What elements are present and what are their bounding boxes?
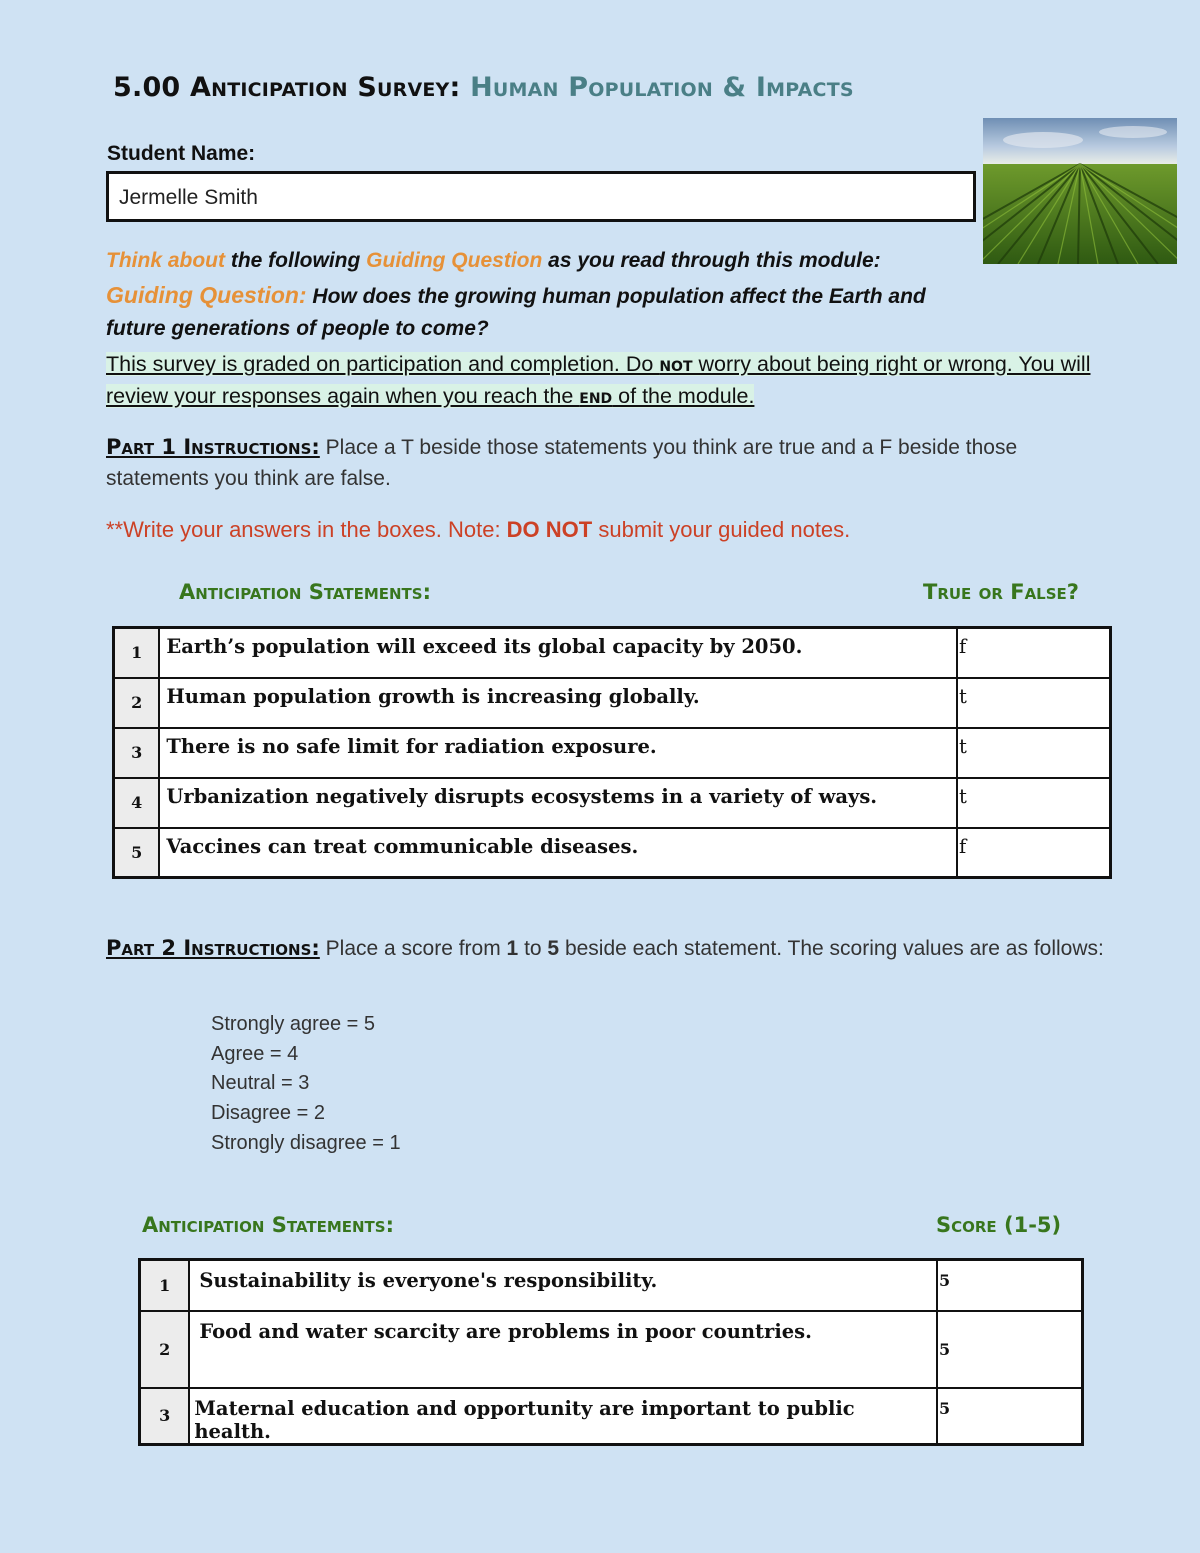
part2-statements-heading: Anticipation Statements:: [142, 1213, 394, 1237]
answer-cell[interactable]: t: [957, 728, 1110, 778]
part1-instructions: [106, 432, 1106, 494]
scale-item: Disagree = 2: [211, 1102, 325, 1125]
part1-answer-heading: True or False?: [923, 580, 1079, 604]
row-number: 1: [114, 628, 160, 678]
part1-label: Part 1 Instructions:: [106, 435, 320, 459]
table-row: [114, 778, 1111, 828]
note-part-c: submit your guided notes.: [592, 517, 851, 542]
statement-text: Human population growth is increasing globally.: [159, 678, 957, 728]
title-main: 5.00 Anticipation Survey:: [113, 72, 461, 103]
grading-note-part1: This survey is graded on participation and completion. Do: [106, 352, 660, 376]
scoring-scale: [211, 1010, 401, 1159]
answer-cell[interactable]: f: [957, 628, 1110, 678]
table-row: [114, 628, 1111, 678]
part2-max-score: 5: [547, 937, 560, 960]
note-part-a: **Write your answers in the boxes. Note:: [106, 517, 507, 542]
part2-statements-table: [138, 1258, 1084, 1446]
row-number: 2: [114, 678, 160, 728]
row-number: 3: [114, 728, 160, 778]
score-cell[interactable]: 5: [937, 1311, 1082, 1388]
part2-score-heading: Score (1-5): [936, 1213, 1062, 1237]
farm-field-photo: [983, 118, 1177, 264]
grading-note: [106, 348, 1102, 412]
scale-item: Strongly agree = 5: [211, 1013, 375, 1035]
title-topic: Human Population & Impacts: [470, 72, 854, 103]
guiding-intro-mid: the following: [225, 249, 367, 272]
part2-text-b: to: [518, 937, 548, 960]
note-do-not: DO NOT: [506, 517, 593, 542]
row-number: 4: [114, 778, 160, 828]
score-cell[interactable]: 5: [937, 1260, 1082, 1311]
guiding-question-line2: future generations of people to come?: [106, 317, 489, 340]
row-number: 1: [140, 1260, 190, 1311]
table-row: [114, 678, 1111, 728]
part1-statements-table: [112, 626, 1112, 879]
student-name-value: Jermelle Smith: [119, 186, 258, 209]
guiding-intro: [106, 249, 881, 273]
grading-note-emphasis-end: end: [579, 384, 613, 408]
guiding-question-term: Guiding Question: [366, 249, 543, 272]
part1-text: Place a T beside those statements you think are true and a F beside those statements you think are false.: [106, 436, 1018, 490]
grading-note-emphasis-not: not: [659, 352, 693, 376]
part2-text-a: Place a score from: [319, 937, 507, 960]
grading-note-part3: of the module.: [612, 384, 755, 408]
answer-cell[interactable]: f: [957, 828, 1110, 878]
grading-note-part2: worry about being right or wrong. You will review your responses again when you reach the: [106, 352, 1091, 408]
table-row: [140, 1388, 1083, 1445]
row-number: 5: [114, 828, 160, 878]
scale-item: Neutral = 3: [211, 1072, 310, 1095]
scale-item: Strongly disagree = 1: [211, 1131, 401, 1154]
answer-cell[interactable]: t: [957, 678, 1110, 728]
page-title: [113, 72, 854, 103]
statement-text: Earth’s population will exceed its global capacity by 2050.: [159, 628, 957, 678]
part2-text-c: beside each statement. The scoring values are as follows:: [559, 937, 1104, 960]
student-name-field[interactable]: [106, 171, 976, 222]
write-answers-note: [106, 517, 850, 543]
statement-text: Vaccines can treat communicable diseases.: [159, 828, 957, 878]
answer-cell[interactable]: t: [957, 778, 1110, 828]
part2-label: Part 2 Instructions:: [106, 936, 320, 960]
part2-instructions: [106, 933, 1106, 964]
statement-text: Maternal education and opportunity are important to public health.: [189, 1388, 937, 1445]
table-row: [114, 828, 1111, 878]
guiding-question-line1: [106, 282, 926, 309]
row-number: 2: [140, 1311, 190, 1388]
think-about-text: Think about: [106, 249, 225, 272]
part1-statements-heading: Anticipation Statements:: [179, 580, 431, 604]
scale-item: Agree = 4: [211, 1042, 299, 1065]
guiding-intro-end: as you read through this module:: [542, 249, 881, 272]
score-cell[interactable]: 5: [937, 1388, 1082, 1445]
guiding-question-label: Guiding Question:: [106, 282, 307, 308]
row-number: 3: [140, 1388, 190, 1445]
table-row: [140, 1311, 1083, 1388]
table-row: [140, 1260, 1083, 1311]
statement-text: Sustainability is everyone's responsibility.: [189, 1260, 937, 1311]
table-row: [114, 728, 1111, 778]
part2-min-score: 1: [506, 937, 519, 960]
guiding-question-text-1: How does the growing human population affect the Earth and: [306, 285, 926, 308]
statement-text: There is no safe limit for radiation exposure.: [159, 728, 957, 778]
statement-text: Food and water scarcity are problems in poor countries.: [189, 1311, 937, 1388]
student-name-label: Student Name:: [107, 142, 256, 165]
statement-text: Urbanization negatively disrupts ecosystems in a variety of ways.: [159, 778, 957, 828]
